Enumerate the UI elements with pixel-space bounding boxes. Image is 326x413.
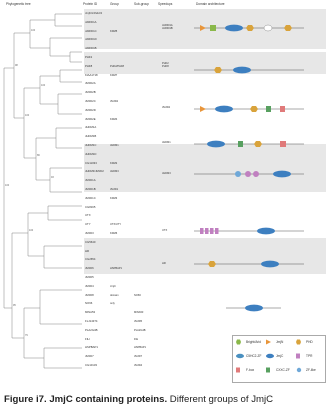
- protein-group: JmjC: [110, 284, 116, 288]
- legend-swatch: [296, 354, 300, 359]
- protein-id: CG5640: [85, 239, 96, 244]
- protein-group: JMJD1: [110, 188, 119, 191]
- legend-label: Bright/Arid: [246, 340, 261, 344]
- header-speedups: Speedups: [158, 2, 173, 6]
- protein-group: KDM2: [110, 161, 118, 165]
- legend-swatch: [266, 354, 274, 358]
- protein-id: HSPBAP1: [85, 345, 98, 350]
- protein-subgroup: MINA53: [134, 311, 144, 315]
- protein-id: JHDM1A: [85, 125, 97, 130]
- protein-group: UTX/UTY: [110, 223, 122, 227]
- protein-id: PLA2G4B: [85, 327, 98, 332]
- protein-id: CG8165: [85, 204, 96, 209]
- protein-group: KDM6: [110, 232, 118, 235]
- protein-id: JARID1D: [85, 37, 97, 42]
- domain-architectures: [186, 8, 326, 328]
- legend-label: C5HC2-ZF: [246, 354, 262, 358]
- protein-id: JHDM1C: [85, 143, 97, 147]
- protein-id: KIAA1718: [85, 72, 98, 77]
- protein-subgroup: JMJD5: [134, 320, 143, 323]
- protein-id: PHF2: [85, 55, 93, 59]
- legend-swatch: [266, 340, 271, 345]
- domain-label-jhdm3: JHDM3: [162, 172, 171, 175]
- protein-id: JMJD8: [85, 292, 94, 297]
- domain-label-phf: PHF2 PHF8: [162, 62, 169, 68]
- protein-id: JHDM1B: [85, 134, 97, 139]
- protein-id: CG10133: [85, 363, 97, 367]
- protein-group: domain: [110, 293, 119, 297]
- protein-id: JHDM1D: [85, 151, 97, 156]
- domain-label-jhdm1: JHDM1: [162, 141, 171, 144]
- protein-id: CG2654: [85, 257, 96, 262]
- protein-subgroup: FIH: [134, 337, 139, 341]
- svg-text:95: 95: [13, 304, 16, 307]
- protein-group: JMJD2: [110, 100, 119, 103]
- legend-swatch: [296, 340, 301, 345]
- svg-text:100: 100: [29, 229, 34, 232]
- protein-id: JMJD5: [85, 275, 94, 279]
- svg-text:100: 100: [41, 84, 46, 87]
- jmjc-only-domain: [245, 305, 263, 312]
- protein-id: JMJD2B: [85, 90, 96, 95]
- protein-id: JHDM3/JMJD2: [85, 169, 104, 174]
- caption-text: Different groups of JmjC: [167, 394, 274, 405]
- protein-group: only: [110, 302, 115, 306]
- header-protein: Protein ID: [83, 2, 98, 6]
- protein-id: HR: [85, 248, 90, 253]
- protein-group: JHDM3: [110, 170, 119, 174]
- protein-id: JMJD1C: [85, 195, 96, 200]
- protein-group: KDM3: [110, 196, 118, 200]
- protein-id: CG11033: [85, 160, 97, 165]
- protein-id: JMJD2E: [85, 116, 96, 121]
- legend-swatches: [233, 336, 325, 382]
- header-domain: Domain architecture: [196, 2, 225, 6]
- legend-label: F-box: [246, 368, 255, 372]
- protein-id: JMJD2D: [85, 107, 96, 112]
- protein-id: PHF8: [85, 63, 93, 68]
- legend: [232, 335, 326, 383]
- protein-id: JMJD6: [85, 266, 94, 271]
- protein-id: JMJD4: [85, 283, 94, 288]
- svg-text:93: 93: [51, 176, 54, 179]
- legend-label: PHD: [306, 340, 313, 344]
- legend-swatch: [297, 368, 301, 372]
- header-tree: Phylogenetic tree: [6, 2, 31, 6]
- protein-id: JMJD7: [85, 354, 94, 359]
- protein-group: JHDM1: [110, 144, 119, 147]
- protein-id: FIH: [85, 336, 90, 341]
- figure-caption: [4, 394, 324, 405]
- protein-group: HSPBAP1: [110, 267, 122, 271]
- header-subgroup: Sub-group: [134, 2, 149, 6]
- protein-group: KDM7: [110, 73, 118, 77]
- protein-id: JmjN1/Jhd2/4: [85, 11, 103, 15]
- legend-swatch: [236, 368, 240, 373]
- domain-label-jmjd2: JMJD2: [162, 106, 171, 109]
- protein-subgroup: HSPBAP1: [134, 346, 146, 350]
- legend-swatch: [236, 340, 241, 345]
- protein-group: PHF2/PHF8: [110, 64, 124, 68]
- protein-id: JARID1C: [85, 28, 97, 33]
- phylogenetic-tree: [0, 8, 120, 378]
- protein-id: JARID1B: [85, 46, 97, 51]
- protein-subgroup: PLA2G4B: [134, 328, 146, 332]
- protein-group: KDM4: [110, 117, 118, 121]
- protein-id: JMJD1B: [85, 187, 96, 191]
- domain-label-jarid: JARID1A JARID1B: [162, 24, 173, 30]
- protein-subgroup: JMJD7: [134, 355, 143, 359]
- protein-id: FLJ14374: [85, 319, 98, 323]
- legend-swatch: [266, 368, 270, 373]
- protein-subgroup: JMJD4: [134, 364, 143, 367]
- legend-label: TPR: [306, 354, 313, 358]
- caption-bold: Figure i7. JmjC containing proteins.: [4, 394, 168, 405]
- legend-label: JmjN: [276, 340, 284, 344]
- legend-label: CXXC-ZF: [276, 368, 290, 372]
- domain-label-hr: HR: [162, 262, 166, 265]
- legend-swatch: [236, 354, 244, 358]
- protein-id: JMJD1A: [85, 178, 96, 183]
- protein-id: JMJD3: [85, 231, 94, 235]
- svg-text:100: 100: [25, 114, 30, 117]
- protein-subgroup: NO66: [134, 293, 141, 297]
- protein-id: NO66: [85, 301, 93, 306]
- protein-id: UTX: [85, 213, 91, 218]
- header-group: Group: [110, 2, 119, 6]
- protein-id: JARID1A: [85, 19, 97, 24]
- legend-label: ZF-like: [306, 368, 316, 372]
- legend-label: JmjC: [276, 354, 284, 358]
- protein-id: JMJD2A: [85, 81, 96, 86]
- protein-id: UTY: [85, 222, 91, 227]
- domain-label-utx: UTX: [162, 229, 168, 232]
- protein-id: JMJD2C: [85, 99, 96, 103]
- svg-text:98: 98: [15, 64, 18, 67]
- svg-text:86: 86: [37, 154, 40, 157]
- svg-text:79: 79: [25, 334, 28, 337]
- protein-id: MINA53: [85, 310, 96, 315]
- protein-group: KDM5: [110, 29, 118, 33]
- svg-text:100: 100: [5, 184, 10, 187]
- svg-text:100: 100: [31, 29, 36, 32]
